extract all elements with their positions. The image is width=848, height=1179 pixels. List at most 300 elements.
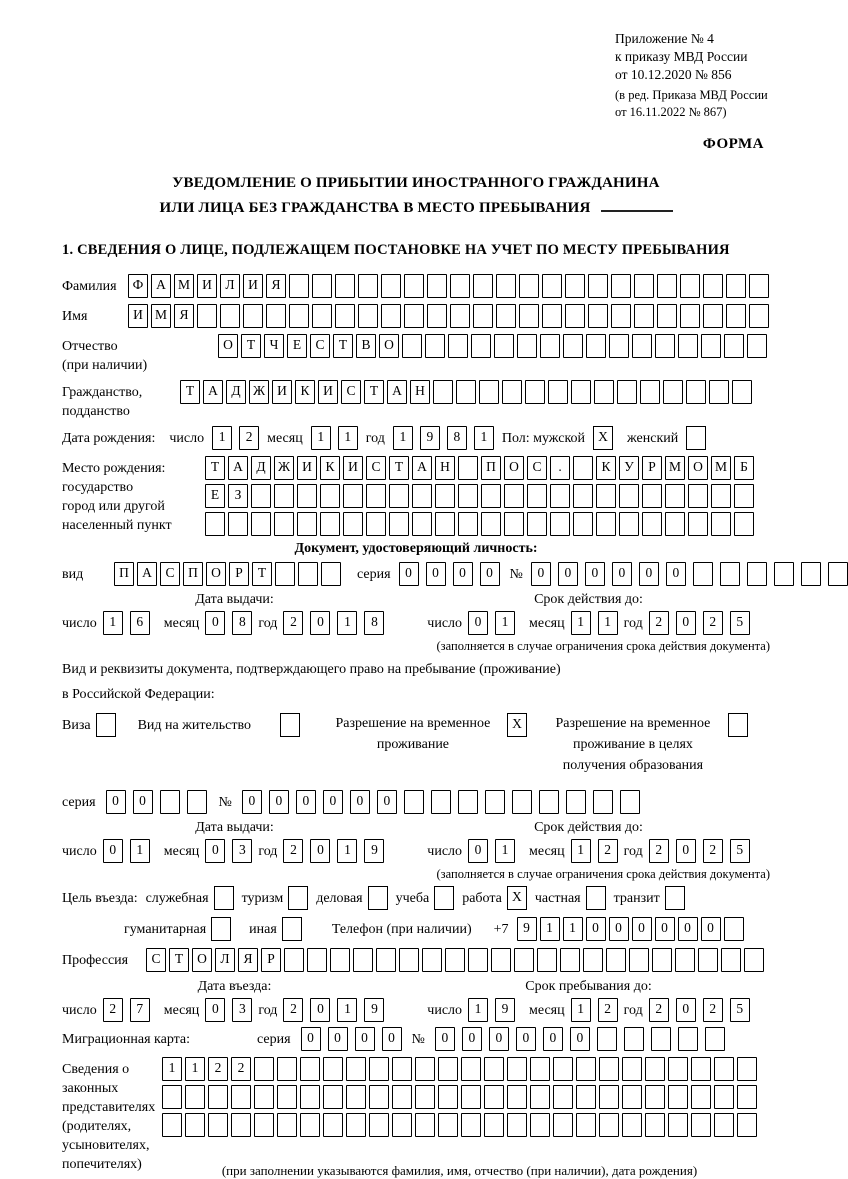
char-cell[interactable]: 2 <box>703 611 723 635</box>
char-cell[interactable] <box>573 456 593 480</box>
char-cell[interactable] <box>251 484 271 508</box>
char-cell[interactable] <box>749 304 769 328</box>
char-cell[interactable] <box>749 274 769 298</box>
char-cell[interactable] <box>530 1057 550 1081</box>
char-cell[interactable] <box>484 1113 504 1137</box>
char-cell[interactable] <box>542 304 562 328</box>
char-cell[interactable] <box>456 380 476 404</box>
char-cell[interactable]: 2 <box>283 611 303 635</box>
char-cell[interactable] <box>624 1027 644 1051</box>
char-cell[interactable] <box>496 304 516 328</box>
char-cell[interactable] <box>576 1085 596 1109</box>
char-cell[interactable] <box>645 1085 665 1109</box>
char-cell[interactable] <box>537 948 557 972</box>
char-cell[interactable]: 0 <box>655 917 675 941</box>
char-cell[interactable] <box>663 380 683 404</box>
char-cell[interactable] <box>392 1085 412 1109</box>
char-cell[interactable] <box>389 484 409 508</box>
char-cell[interactable]: О <box>379 334 399 358</box>
char-cell[interactable] <box>435 512 455 536</box>
char-cell[interactable] <box>251 512 271 536</box>
char-cell[interactable]: 8 <box>447 426 467 450</box>
char-cell[interactable] <box>277 1085 297 1109</box>
char-cell[interactable]: 1 <box>571 839 591 863</box>
char-cell[interactable] <box>185 1113 205 1137</box>
char-cell[interactable] <box>566 790 586 814</box>
char-cell[interactable]: 1 <box>185 1057 205 1081</box>
char-cell[interactable]: 2 <box>649 611 669 635</box>
char-cell[interactable] <box>512 790 532 814</box>
char-cell[interactable] <box>597 1027 617 1051</box>
char-cell[interactable]: К <box>320 456 340 480</box>
char-cell[interactable] <box>358 304 378 328</box>
char-cell[interactable] <box>491 948 511 972</box>
char-cell[interactable] <box>504 484 524 508</box>
char-cell[interactable] <box>297 512 317 536</box>
char-cell[interactable] <box>284 948 304 972</box>
char-cell[interactable] <box>473 304 493 328</box>
char-cell[interactable]: 0 <box>323 790 343 814</box>
char-cell[interactable]: 0 <box>133 790 153 814</box>
char-cell[interactable]: И <box>272 380 292 404</box>
char-cell[interactable] <box>693 562 713 586</box>
char-cell[interactable] <box>450 304 470 328</box>
char-cell[interactable]: 1 <box>571 611 591 635</box>
char-cell[interactable]: 0 <box>666 562 686 586</box>
char-cell[interactable] <box>458 790 478 814</box>
char-cell[interactable] <box>277 1057 297 1081</box>
char-cell[interactable]: 0 <box>301 1027 321 1051</box>
char-cell[interactable] <box>606 948 626 972</box>
char-cell[interactable] <box>573 512 593 536</box>
purpose-transit-checkbox[interactable] <box>665 886 685 910</box>
char-cell[interactable] <box>300 1085 320 1109</box>
char-cell[interactable] <box>450 274 470 298</box>
char-cell[interactable] <box>312 274 332 298</box>
char-cell[interactable]: 0 <box>350 790 370 814</box>
char-cell[interactable]: 0 <box>382 1027 402 1051</box>
char-cell[interactable]: П <box>114 562 134 586</box>
char-cell[interactable] <box>353 948 373 972</box>
char-cell[interactable]: 1 <box>337 611 357 635</box>
char-cell[interactable]: И <box>297 456 317 480</box>
char-cell[interactable] <box>321 562 341 586</box>
char-cell[interactable] <box>665 512 685 536</box>
char-cell[interactable] <box>366 484 386 508</box>
sex-male-checkbox[interactable]: X <box>593 426 613 450</box>
char-cell[interactable]: О <box>218 334 238 358</box>
char-cell[interactable] <box>404 274 424 298</box>
char-cell[interactable] <box>652 948 672 972</box>
char-cell[interactable] <box>530 1113 550 1137</box>
char-cell[interactable] <box>548 380 568 404</box>
char-cell[interactable] <box>231 1085 251 1109</box>
char-cell[interactable]: Л <box>215 948 235 972</box>
char-cell[interactable]: Р <box>642 456 662 480</box>
char-cell[interactable]: 0 <box>355 1027 375 1051</box>
char-cell[interactable]: 0 <box>632 917 652 941</box>
char-cell[interactable]: 2 <box>703 998 723 1022</box>
char-cell[interactable]: Ж <box>249 380 269 404</box>
char-cell[interactable] <box>565 274 585 298</box>
char-cell[interactable]: 2 <box>598 839 618 863</box>
char-cell[interactable] <box>343 484 363 508</box>
char-cell[interactable] <box>300 1113 320 1137</box>
char-cell[interactable] <box>330 948 350 972</box>
char-cell[interactable]: Р <box>229 562 249 586</box>
char-cell[interactable] <box>586 334 606 358</box>
char-cell[interactable]: 2 <box>239 426 259 450</box>
char-cell[interactable] <box>479 380 499 404</box>
char-cell[interactable] <box>721 948 741 972</box>
char-cell[interactable] <box>642 512 662 536</box>
char-cell[interactable]: 0 <box>609 917 629 941</box>
char-cell[interactable] <box>622 1085 642 1109</box>
char-cell[interactable] <box>185 1085 205 1109</box>
char-cell[interactable] <box>640 380 660 404</box>
char-cell[interactable]: 0 <box>639 562 659 586</box>
char-cell[interactable] <box>162 1085 182 1109</box>
char-cell[interactable]: И <box>197 274 217 298</box>
char-cell[interactable] <box>415 1057 435 1081</box>
char-cell[interactable] <box>343 512 363 536</box>
char-cell[interactable] <box>530 1085 550 1109</box>
char-cell[interactable] <box>392 1057 412 1081</box>
char-cell[interactable] <box>571 380 591 404</box>
char-cell[interactable]: 0 <box>310 839 330 863</box>
char-cell[interactable]: 9 <box>495 998 515 1022</box>
char-cell[interactable] <box>358 274 378 298</box>
char-cell[interactable] <box>438 1057 458 1081</box>
char-cell[interactable] <box>703 274 723 298</box>
char-cell[interactable] <box>711 512 731 536</box>
char-cell[interactable] <box>461 1113 481 1137</box>
char-cell[interactable] <box>297 484 317 508</box>
char-cell[interactable]: З <box>228 484 248 508</box>
char-cell[interactable] <box>737 1113 757 1137</box>
char-cell[interactable]: С <box>160 562 180 586</box>
char-cell[interactable]: Т <box>241 334 261 358</box>
char-cell[interactable] <box>594 380 614 404</box>
char-cell[interactable] <box>471 334 491 358</box>
char-cell[interactable] <box>404 790 424 814</box>
char-cell[interactable] <box>553 1113 573 1137</box>
char-cell[interactable]: Т <box>364 380 384 404</box>
char-cell[interactable]: 0 <box>103 839 123 863</box>
char-cell[interactable]: 0 <box>612 562 632 586</box>
char-cell[interactable] <box>494 334 514 358</box>
char-cell[interactable] <box>828 562 848 586</box>
char-cell[interactable] <box>346 1113 366 1137</box>
char-cell[interactable] <box>688 512 708 536</box>
char-cell[interactable] <box>277 1113 297 1137</box>
char-cell[interactable]: 3 <box>232 839 252 863</box>
char-cell[interactable]: Я <box>266 274 286 298</box>
char-cell[interactable] <box>481 512 501 536</box>
residence-permit-checkbox[interactable] <box>280 713 300 737</box>
char-cell[interactable] <box>573 484 593 508</box>
char-cell[interactable] <box>445 948 465 972</box>
char-cell[interactable] <box>481 484 501 508</box>
char-cell[interactable] <box>220 304 240 328</box>
char-cell[interactable] <box>588 304 608 328</box>
char-cell[interactable] <box>415 1113 435 1137</box>
char-cell[interactable]: 1 <box>338 426 358 450</box>
char-cell[interactable] <box>507 1085 527 1109</box>
char-cell[interactable]: 0 <box>453 562 473 586</box>
char-cell[interactable] <box>655 334 675 358</box>
char-cell[interactable]: Ж <box>274 456 294 480</box>
char-cell[interactable] <box>737 1057 757 1081</box>
purpose-humanitarian-checkbox[interactable] <box>211 917 231 941</box>
char-cell[interactable] <box>734 484 754 508</box>
char-cell[interactable] <box>599 1057 619 1081</box>
char-cell[interactable] <box>734 512 754 536</box>
char-cell[interactable] <box>651 1027 671 1051</box>
char-cell[interactable]: С <box>366 456 386 480</box>
char-cell[interactable]: О <box>504 456 524 480</box>
char-cell[interactable]: 1 <box>103 611 123 635</box>
purpose-private-checkbox[interactable] <box>586 886 606 910</box>
char-cell[interactable]: Т <box>205 456 225 480</box>
char-cell[interactable] <box>774 562 794 586</box>
temp-edu-checkbox[interactable] <box>728 713 748 737</box>
char-cell[interactable]: 0 <box>205 998 225 1022</box>
char-cell[interactable] <box>714 1057 734 1081</box>
char-cell[interactable]: О <box>206 562 226 586</box>
char-cell[interactable]: П <box>481 456 501 480</box>
char-cell[interactable]: 0 <box>558 562 578 586</box>
char-cell[interactable]: 9 <box>364 998 384 1022</box>
char-cell[interactable]: А <box>203 380 223 404</box>
char-cell[interactable] <box>691 1085 711 1109</box>
char-cell[interactable] <box>369 1057 389 1081</box>
char-cell[interactable] <box>593 790 613 814</box>
char-cell[interactable]: 0 <box>426 562 446 586</box>
char-cell[interactable]: 0 <box>468 611 488 635</box>
char-cell[interactable] <box>323 1057 343 1081</box>
char-cell[interactable] <box>714 1113 734 1137</box>
char-cell[interactable] <box>599 1113 619 1137</box>
char-cell[interactable] <box>323 1113 343 1137</box>
char-cell[interactable] <box>645 1057 665 1081</box>
char-cell[interactable] <box>680 304 700 328</box>
char-cell[interactable] <box>629 948 649 972</box>
char-cell[interactable]: Н <box>435 456 455 480</box>
char-cell[interactable] <box>801 562 821 586</box>
char-cell[interactable] <box>298 562 318 586</box>
char-cell[interactable] <box>335 274 355 298</box>
char-cell[interactable]: 2 <box>283 839 303 863</box>
char-cell[interactable]: 2 <box>103 998 123 1022</box>
char-cell[interactable] <box>369 1085 389 1109</box>
char-cell[interactable] <box>289 304 309 328</box>
char-cell[interactable] <box>527 484 547 508</box>
char-cell[interactable]: 8 <box>232 611 252 635</box>
char-cell[interactable] <box>519 304 539 328</box>
char-cell[interactable]: 0 <box>205 611 225 635</box>
char-cell[interactable] <box>231 1113 251 1137</box>
char-cell[interactable]: 5 <box>730 839 750 863</box>
purpose-business-checkbox[interactable] <box>368 886 388 910</box>
char-cell[interactable] <box>507 1113 527 1137</box>
char-cell[interactable] <box>596 484 616 508</box>
char-cell[interactable]: А <box>387 380 407 404</box>
char-cell[interactable] <box>381 274 401 298</box>
char-cell[interactable]: 0 <box>377 790 397 814</box>
char-cell[interactable] <box>724 917 744 941</box>
char-cell[interactable] <box>519 274 539 298</box>
char-cell[interactable] <box>726 304 746 328</box>
char-cell[interactable] <box>197 304 217 328</box>
char-cell[interactable] <box>619 512 639 536</box>
char-cell[interactable]: 8 <box>364 611 384 635</box>
char-cell[interactable]: Б <box>734 456 754 480</box>
char-cell[interactable]: 3 <box>232 998 252 1022</box>
char-cell[interactable]: 1 <box>212 426 232 450</box>
char-cell[interactable]: 0 <box>676 611 696 635</box>
char-cell[interactable] <box>634 304 654 328</box>
char-cell[interactable] <box>461 1057 481 1081</box>
char-cell[interactable] <box>668 1085 688 1109</box>
char-cell[interactable] <box>609 334 629 358</box>
char-cell[interactable] <box>187 790 207 814</box>
char-cell[interactable]: Е <box>287 334 307 358</box>
char-cell[interactable]: 0 <box>676 839 696 863</box>
char-cell[interactable] <box>435 484 455 508</box>
char-cell[interactable] <box>275 562 295 586</box>
char-cell[interactable]: К <box>596 456 616 480</box>
char-cell[interactable] <box>254 1085 274 1109</box>
char-cell[interactable] <box>507 1057 527 1081</box>
char-cell[interactable] <box>412 484 432 508</box>
char-cell[interactable]: С <box>341 380 361 404</box>
char-cell[interactable]: М <box>665 456 685 480</box>
char-cell[interactable] <box>431 790 451 814</box>
char-cell[interactable] <box>576 1113 596 1137</box>
char-cell[interactable]: Т <box>180 380 200 404</box>
char-cell[interactable]: И <box>343 456 363 480</box>
char-cell[interactable]: 6 <box>130 611 150 635</box>
char-cell[interactable]: 2 <box>283 998 303 1022</box>
char-cell[interactable] <box>162 1113 182 1137</box>
char-cell[interactable]: 1 <box>162 1057 182 1081</box>
char-cell[interactable] <box>266 304 286 328</box>
char-cell[interactable] <box>289 274 309 298</box>
char-cell[interactable]: 1 <box>598 611 618 635</box>
purpose-other-checkbox[interactable] <box>282 917 302 941</box>
char-cell[interactable]: 0 <box>543 1027 563 1051</box>
char-cell[interactable]: И <box>318 380 338 404</box>
char-cell[interactable] <box>473 274 493 298</box>
char-cell[interactable] <box>527 512 547 536</box>
char-cell[interactable]: М <box>711 456 731 480</box>
char-cell[interactable] <box>675 948 695 972</box>
char-cell[interactable] <box>619 484 639 508</box>
char-cell[interactable] <box>320 512 340 536</box>
char-cell[interactable]: 1 <box>571 998 591 1022</box>
char-cell[interactable] <box>611 304 631 328</box>
char-cell[interactable] <box>747 334 767 358</box>
char-cell[interactable] <box>427 304 447 328</box>
char-cell[interactable] <box>737 1085 757 1109</box>
char-cell[interactable] <box>312 304 332 328</box>
char-cell[interactable] <box>335 304 355 328</box>
char-cell[interactable] <box>381 304 401 328</box>
char-cell[interactable]: Д <box>226 380 246 404</box>
char-cell[interactable]: 1 <box>468 998 488 1022</box>
char-cell[interactable] <box>744 948 764 972</box>
char-cell[interactable] <box>307 948 327 972</box>
char-cell[interactable] <box>622 1057 642 1081</box>
char-cell[interactable] <box>668 1057 688 1081</box>
char-cell[interactable]: 0 <box>586 917 606 941</box>
char-cell[interactable]: 0 <box>585 562 605 586</box>
char-cell[interactable] <box>205 512 225 536</box>
char-cell[interactable]: 0 <box>399 562 419 586</box>
char-cell[interactable] <box>657 304 677 328</box>
char-cell[interactable]: М <box>151 304 171 328</box>
char-cell[interactable]: 0 <box>462 1027 482 1051</box>
char-cell[interactable]: У <box>619 456 639 480</box>
char-cell[interactable] <box>399 948 419 972</box>
char-cell[interactable]: В <box>356 334 376 358</box>
char-cell[interactable]: Р <box>261 948 281 972</box>
char-cell[interactable]: 1 <box>495 839 515 863</box>
char-cell[interactable] <box>448 334 468 358</box>
char-cell[interactable] <box>703 304 723 328</box>
char-cell[interactable] <box>563 334 583 358</box>
char-cell[interactable]: 1 <box>393 426 413 450</box>
char-cell[interactable]: С <box>527 456 547 480</box>
char-cell[interactable] <box>560 948 580 972</box>
char-cell[interactable] <box>274 484 294 508</box>
char-cell[interactable]: 2 <box>208 1057 228 1081</box>
char-cell[interactable]: 7 <box>130 998 150 1022</box>
char-cell[interactable]: А <box>228 456 248 480</box>
char-cell[interactable] <box>705 1027 725 1051</box>
char-cell[interactable] <box>583 948 603 972</box>
char-cell[interactable] <box>726 274 746 298</box>
char-cell[interactable]: Н <box>410 380 430 404</box>
char-cell[interactable] <box>228 512 248 536</box>
char-cell[interactable] <box>550 484 570 508</box>
char-cell[interactable] <box>438 1085 458 1109</box>
char-cell[interactable] <box>688 484 708 508</box>
char-cell[interactable]: А <box>137 562 157 586</box>
char-cell[interactable] <box>427 274 447 298</box>
char-cell[interactable] <box>668 1113 688 1137</box>
char-cell[interactable]: 1 <box>563 917 583 941</box>
char-cell[interactable] <box>208 1113 228 1137</box>
char-cell[interactable] <box>458 484 478 508</box>
char-cell[interactable] <box>425 334 445 358</box>
char-cell[interactable] <box>300 1057 320 1081</box>
char-cell[interactable] <box>346 1085 366 1109</box>
char-cell[interactable]: Я <box>174 304 194 328</box>
char-cell[interactable] <box>458 512 478 536</box>
char-cell[interactable]: И <box>243 274 263 298</box>
char-cell[interactable] <box>720 562 740 586</box>
char-cell[interactable] <box>438 1113 458 1137</box>
sex-female-checkbox[interactable] <box>686 426 706 450</box>
char-cell[interactable]: П <box>183 562 203 586</box>
char-cell[interactable]: . <box>550 456 570 480</box>
char-cell[interactable] <box>458 456 478 480</box>
char-cell[interactable]: Т <box>333 334 353 358</box>
char-cell[interactable] <box>415 1085 435 1109</box>
char-cell[interactable] <box>254 1113 274 1137</box>
